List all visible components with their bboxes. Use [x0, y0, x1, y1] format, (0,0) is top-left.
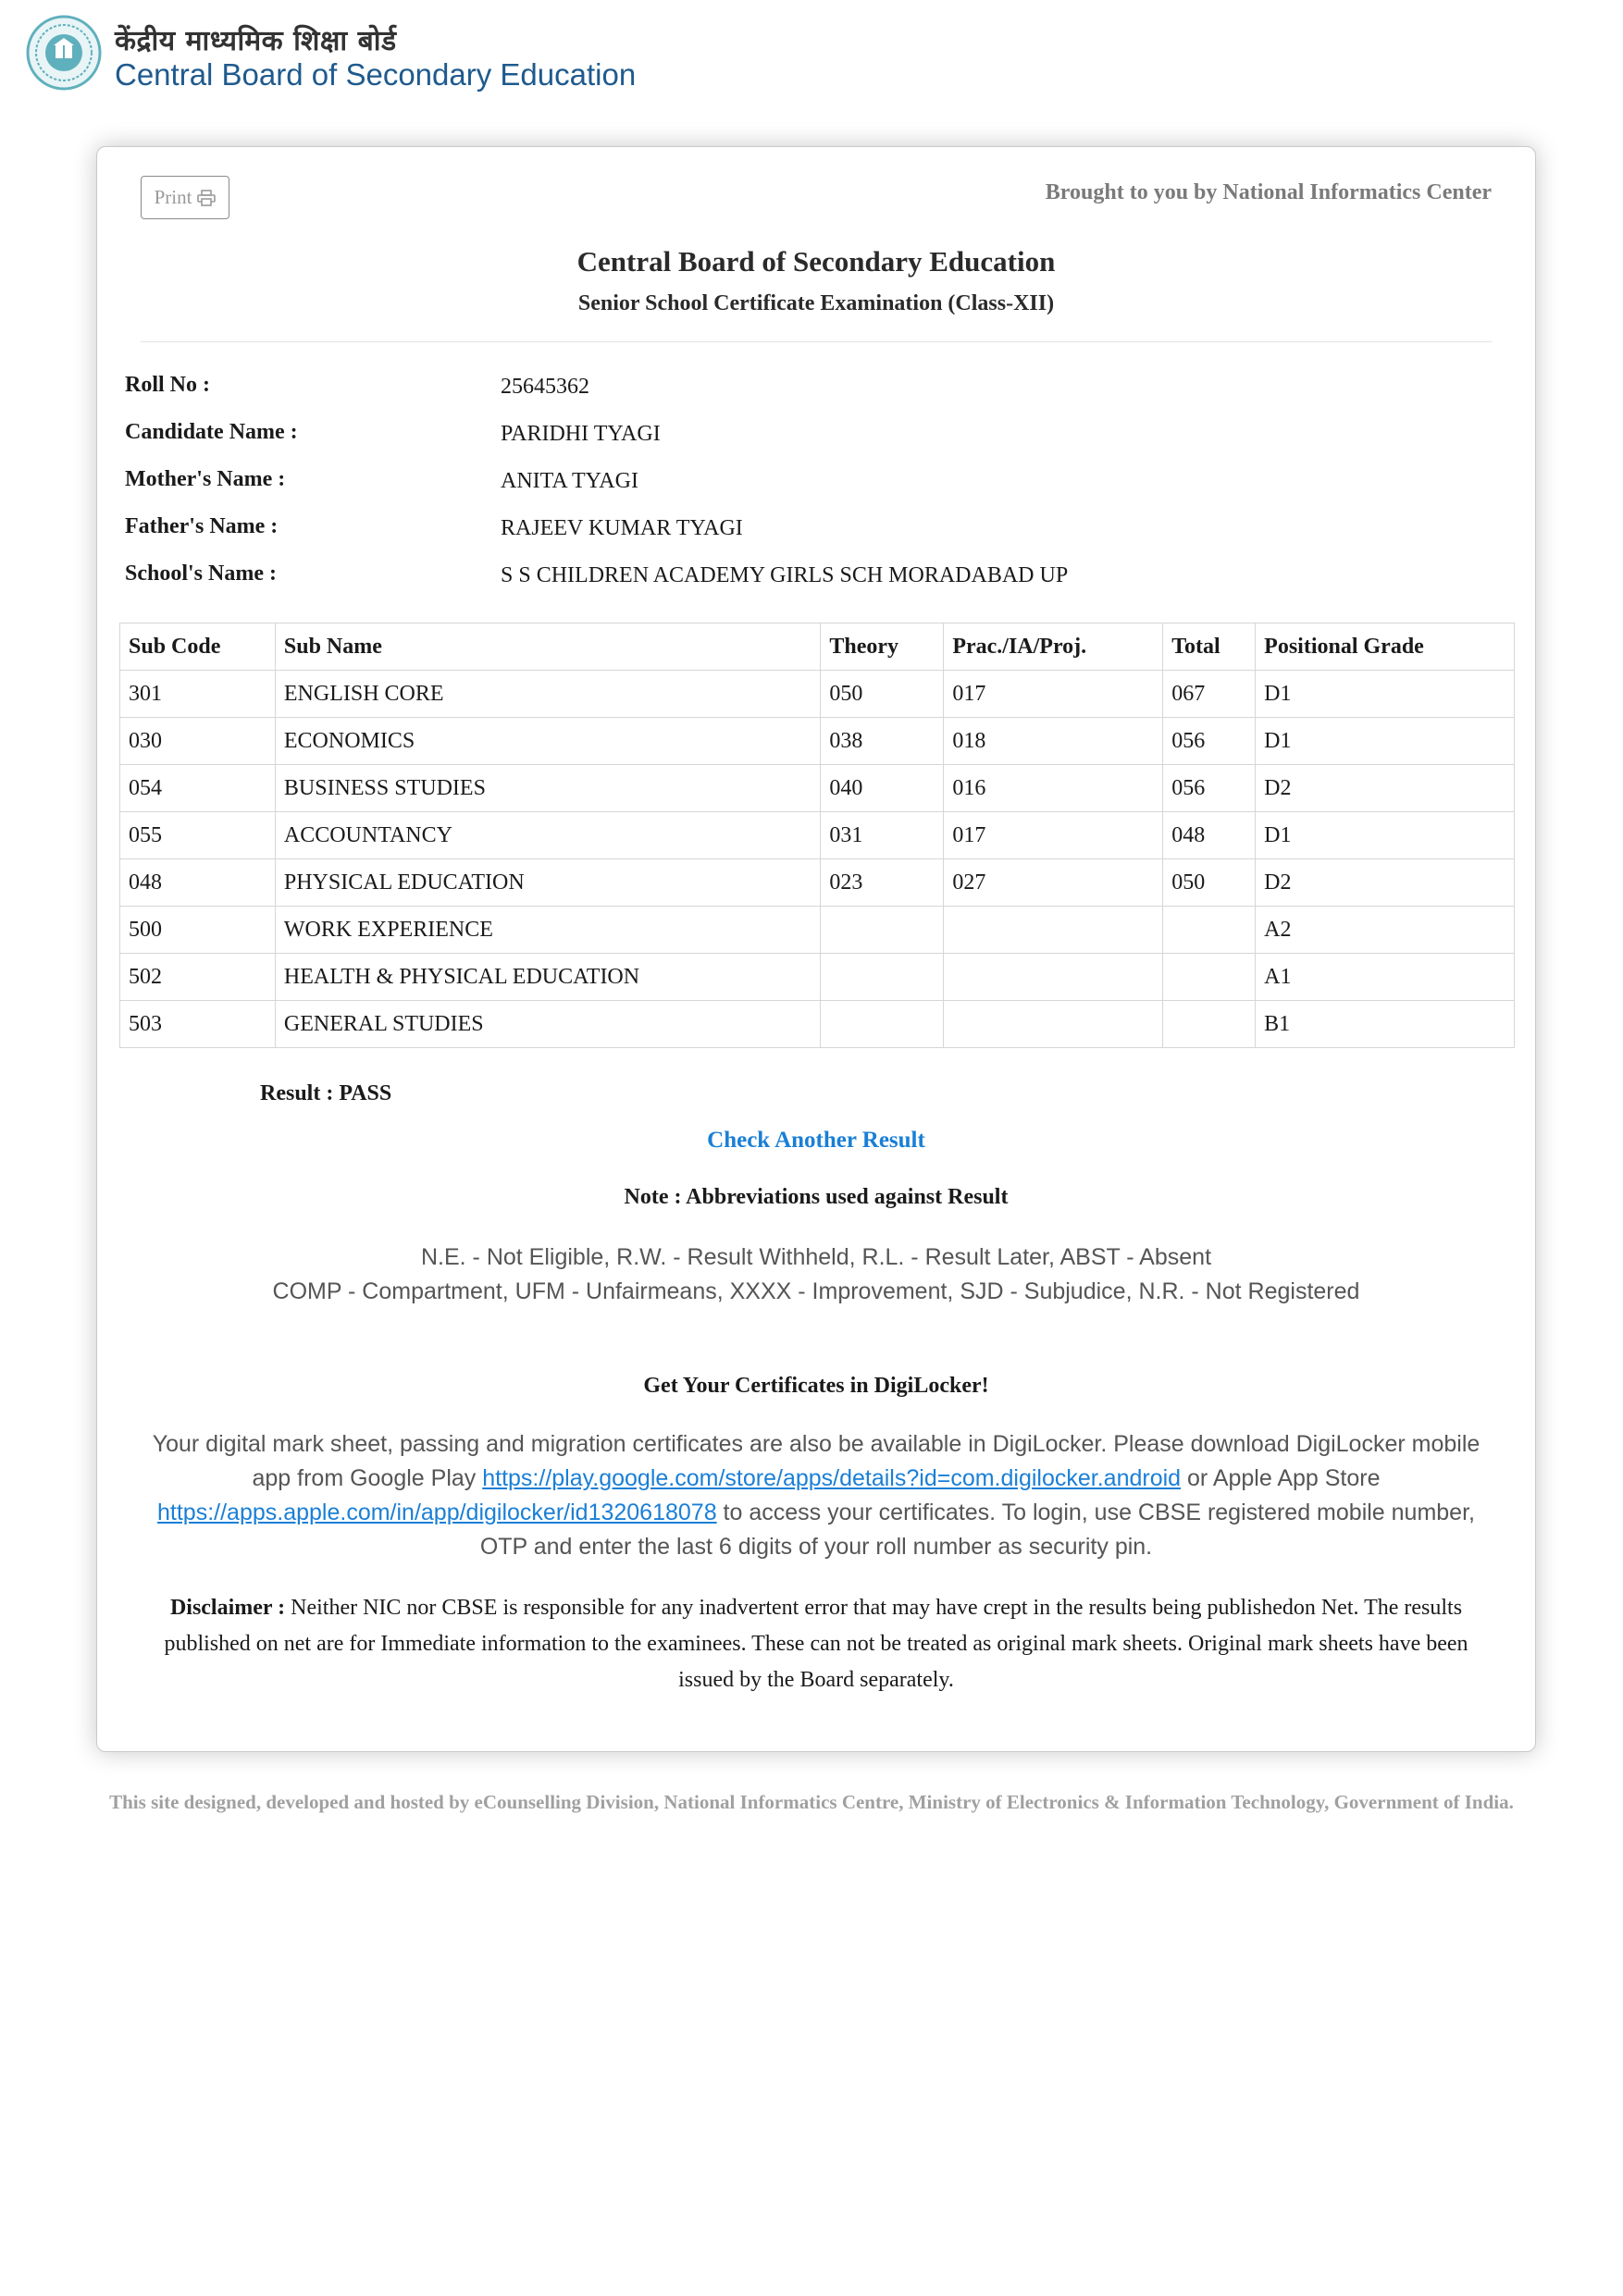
father-name-row	[125, 514, 1420, 562]
sub-code-cell: 500	[120, 907, 276, 954]
site-footer: This site designed, developed and hosted by eCounselling Division, National Informatics Centre, Ministry of Electronics & Information Technology, Government of India.	[109, 1791, 1514, 1813]
abbreviations-text	[97, 1241, 1535, 1309]
brought-by-text: Brought to you by National Informatics Center	[1045, 180, 1492, 204]
google-play-link[interactable]: https://play.google.com/store/apps/details?id=com.digilocker.android	[482, 1465, 1182, 1491]
sub-code-cell: 055	[120, 812, 276, 859]
table-row	[120, 671, 1515, 718]
col-theory: Theory	[821, 623, 944, 671]
site-header	[26, 15, 692, 107]
sub-name-cell: HEALTH & PHYSICAL EDUCATION	[275, 954, 821, 1001]
sub-code-cell: 502	[120, 954, 276, 1001]
brand-english-title: Central Board of Secondary Education	[115, 57, 637, 92]
theory-cell: 050	[821, 671, 944, 718]
roll-no-value: 25645362	[501, 375, 589, 399]
sub-code-cell: 054	[120, 765, 276, 812]
table-row	[120, 1001, 1515, 1048]
check-another-result-link[interactable]: Check Another Result	[707, 1128, 925, 1153]
sub-code-cell: 030	[120, 718, 276, 765]
grade-cell: B1	[1256, 1001, 1515, 1048]
abbreviations-note-title: Note : Abbreviations used against Result	[624, 1185, 1009, 1209]
table-row	[120, 718, 1515, 765]
digilocker-text	[143, 1427, 1489, 1564]
total-cell	[1163, 1001, 1256, 1048]
divider	[141, 341, 1492, 342]
sub-name-cell: GENERAL STUDIES	[275, 1001, 821, 1048]
grade-cell: A1	[1256, 954, 1515, 1001]
theory-cell	[821, 1001, 944, 1048]
col-total: Total	[1163, 623, 1256, 671]
total-cell	[1163, 907, 1256, 954]
total-cell: 050	[1163, 859, 1256, 907]
mother-name-value: ANITA TYAGI	[501, 469, 638, 493]
disclaimer-label: Disclaimer :	[169, 1596, 286, 1620]
theory-cell: 040	[821, 765, 944, 812]
marks-table-header	[120, 623, 1515, 671]
candidate-name-row	[125, 420, 1420, 467]
candidate-name-label: Candidate Name :	[125, 420, 298, 444]
table-row	[120, 907, 1515, 954]
grade-cell: D2	[1256, 765, 1515, 812]
total-cell: 056	[1163, 718, 1256, 765]
app-store-link[interactable]: https://apps.apple.com/in/app/digilocker/id1320618078	[157, 1500, 717, 1525]
disclaimer-text: Neither NIC nor CBSE is responsible for any inadvertent error that may have crept in the results being publishedon Net. The results published on net are for Immediate information to the examinees. These can not be treated as original mark sheets. Original mark sheets have been issued by the Board separately.	[164, 1596, 1468, 1692]
total-cell: 056	[1163, 765, 1256, 812]
digilocker-text-part3: to access your certificates. To login, use CBSE registered mobile number, OTP and enter the last 6 digits of your roll number as security pin.	[479, 1500, 1475, 1560]
theory-cell: 038	[821, 718, 944, 765]
grade-cell: D1	[1256, 671, 1515, 718]
mother-name-label: Mother's Name :	[125, 467, 286, 491]
total-cell	[1163, 954, 1256, 1001]
total-cell: 067	[1163, 671, 1256, 718]
practical-cell: 018	[944, 718, 1163, 765]
table-row	[120, 812, 1515, 859]
col-sub-name: Sub Name	[275, 623, 821, 671]
father-name-value: RAJEEV KUMAR TYAGI	[501, 516, 743, 540]
theory-cell	[821, 907, 944, 954]
theory-cell: 023	[821, 859, 944, 907]
sub-name-cell: WORK EXPERIENCE	[275, 907, 821, 954]
table-row	[120, 954, 1515, 1001]
total-cell: 048	[1163, 812, 1256, 859]
practical-cell: 017	[944, 671, 1163, 718]
result-status: Result : PASS	[260, 1081, 392, 1105]
brand-hindi-title: केंद्रीय माध्यमिक शिक्षा बोर्ड	[115, 25, 397, 57]
col-practical: Prac./IA/Proj.	[944, 623, 1163, 671]
sub-name-cell: ACCOUNTANCY	[275, 812, 821, 859]
digilocker-text-part1: Your digital mark sheet, passing and migration certificates are also be available in DigiLocker. Please download DigiLocker mobile app from Google Play	[152, 1431, 1481, 1491]
grade-cell: D1	[1256, 812, 1515, 859]
col-sub-code: Sub Code	[120, 623, 276, 671]
practical-cell: 027	[944, 859, 1163, 907]
cbse-emblem-icon	[26, 15, 102, 91]
practical-cell	[944, 954, 1163, 1001]
table-row	[120, 859, 1515, 907]
grade-cell: D1	[1256, 718, 1515, 765]
col-grade: Positional Grade	[1256, 623, 1515, 671]
school-name-label: School's Name :	[125, 562, 277, 586]
candidate-name-value: PARIDHI TYAGI	[501, 422, 661, 446]
candidate-info	[125, 373, 1420, 609]
sub-name-cell: ENGLISH CORE	[275, 671, 821, 718]
grade-cell: D2	[1256, 859, 1515, 907]
practical-cell	[944, 1001, 1163, 1048]
practical-cell	[944, 907, 1163, 954]
digilocker-title: Get Your Certificates in DigiLocker!	[643, 1374, 989, 1398]
sub-code-cell: 301	[120, 671, 276, 718]
print-button[interactable]	[141, 176, 229, 219]
roll-no-row	[125, 373, 1420, 420]
digilocker-text-part2: or Apple App Store	[1181, 1465, 1381, 1491]
printer-icon	[197, 190, 216, 206]
table-row	[120, 765, 1515, 812]
theory-cell	[821, 954, 944, 1001]
sub-name-cell: BUSINESS STUDIES	[275, 765, 821, 812]
theory-cell: 031	[821, 812, 944, 859]
practical-cell: 016	[944, 765, 1163, 812]
practical-cell: 017	[944, 812, 1163, 859]
abbreviations-line-1: N.E. - Not Eligible, R.W. - Result Withheld, R.L. - Result Later, ABST - Absent	[420, 1244, 1212, 1270]
sub-code-cell: 503	[120, 1001, 276, 1048]
print-button-label: Print	[154, 186, 192, 208]
abbreviations-line-2: COMP - Compartment, UFM - Unfairmeans, XXXX - Improvement, SJD - Subjudice, N.R. - Not Registered	[272, 1278, 1360, 1304]
roll-no-label: Roll No :	[125, 373, 210, 397]
school-name-value: S S CHILDREN ACADEMY GIRLS SCH MORADABAD UP	[501, 563, 1069, 587]
mother-name-row	[125, 467, 1420, 514]
exam-title: Senior School Certificate Examination (Class-XII)	[577, 291, 1055, 315]
disclaimer	[143, 1590, 1489, 1698]
sub-name-cell: PHYSICAL EDUCATION	[275, 859, 821, 907]
father-name-label: Father's Name :	[125, 514, 279, 538]
sub-name-cell: ECONOMICS	[275, 718, 821, 765]
result-card	[96, 146, 1536, 1752]
grade-cell: A2	[1256, 907, 1515, 954]
school-name-row	[125, 562, 1420, 609]
board-title: Central Board of Secondary Education	[576, 245, 1056, 278]
sub-code-cell: 048	[120, 859, 276, 907]
marks-table	[119, 623, 1515, 1048]
